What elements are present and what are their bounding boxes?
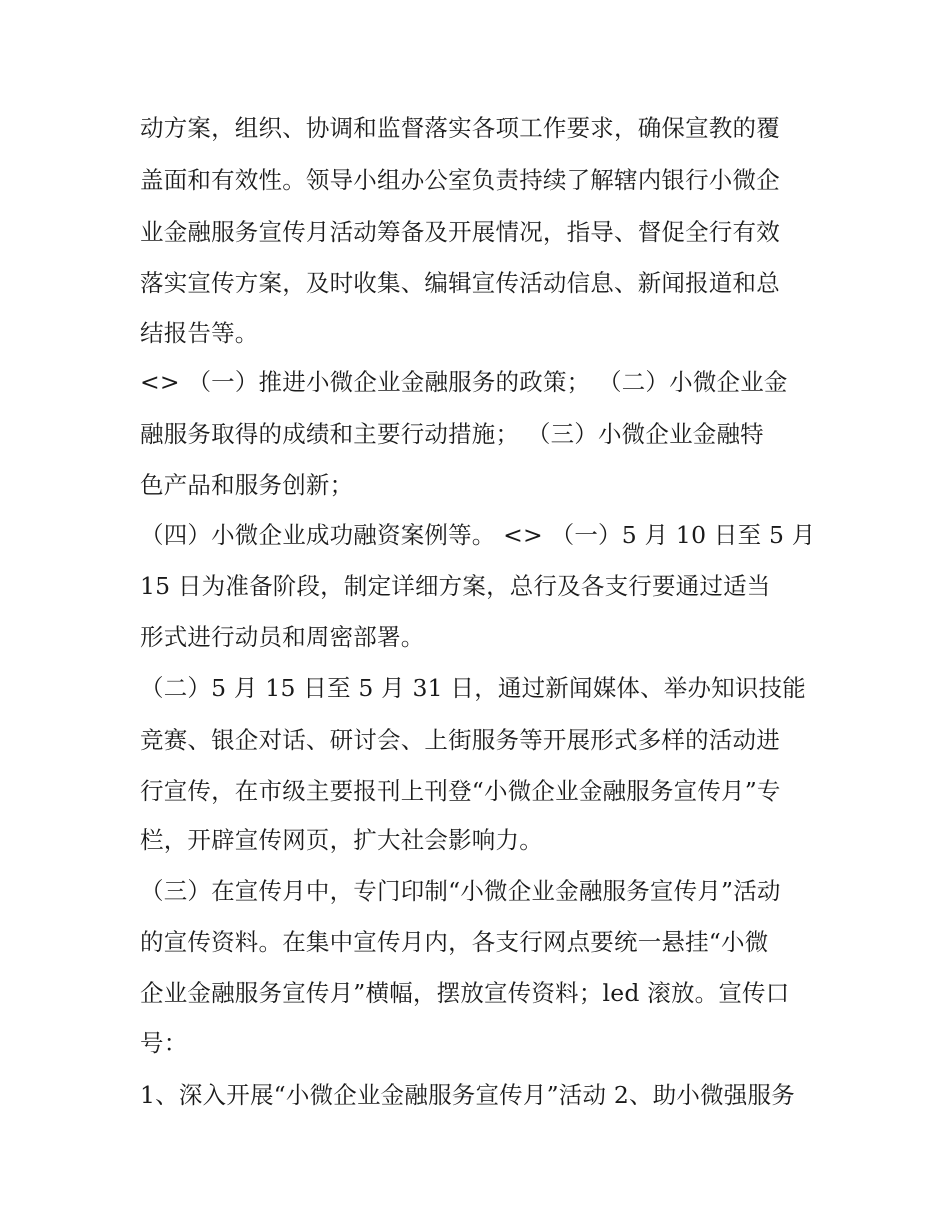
text-line: 融服务取得的成绩和主要行动措施； （三）小微企业金融特 xyxy=(140,420,764,448)
text-line: 结报告等。 xyxy=(140,319,259,347)
text-line: 1、深入开展“小微企业金融服务宣传月”活动 2、助小微强服务 xyxy=(140,1081,795,1109)
text-line: 的宣传资料。在集中宣传月内，各支行网点要统一悬挂“小微 xyxy=(140,928,769,956)
text-line: 行宣传，在市级主要报刊上刊登“小微企业金融服务宣传月”专 xyxy=(140,777,781,805)
text-line: 盖面和有效性。领导小组办公室负责持续了解辖内银行小微企 xyxy=(140,166,780,194)
text-line: 形式进行动员和周密部署。 xyxy=(140,623,425,651)
text-line: 业金融服务宣传月活动筹备及开展情况，指导、督促全行有效 xyxy=(140,218,780,246)
text-line: （三）在宣传月中，专门印制“小微企业金融服务宣传月”活动 xyxy=(140,877,781,905)
text-line: 15 日为准备阶段，制定详细方案，总行及各支行要通过适当 xyxy=(140,572,771,600)
text-line: <> （一）推进小微企业金融服务的政策； （二）小微企业金 xyxy=(140,368,788,396)
text-line: 竞赛、银企对话、研讨会、上街服务等开展形式多样的活动进 xyxy=(140,726,780,754)
text-line: 栏，开辟宣传网页，扩大社会影响力。 xyxy=(140,826,543,854)
text-line: 色产品和服务创新； xyxy=(140,471,354,499)
text-line: 落实宣传方案，及时收集、编辑宣传活动信息、新闻报道和总 xyxy=(140,269,780,297)
text-line: 号： xyxy=(140,1029,188,1057)
text-line: 企业金融服务宣传月”横幅，摆放宣传资料；led 滚放。宣传口 xyxy=(140,979,790,1007)
text-line: （四）小微企业成功融资案例等。 <> （一）5 月 10 日至 5 月 xyxy=(140,521,816,549)
text-line: 动方案，组织、协调和监督落实各项工作要求，确保宣教的覆 xyxy=(140,114,780,142)
text-line: （二）5 月 15 日至 5 月 31 日，通过新闻媒体、举办知识技能 xyxy=(140,674,806,702)
